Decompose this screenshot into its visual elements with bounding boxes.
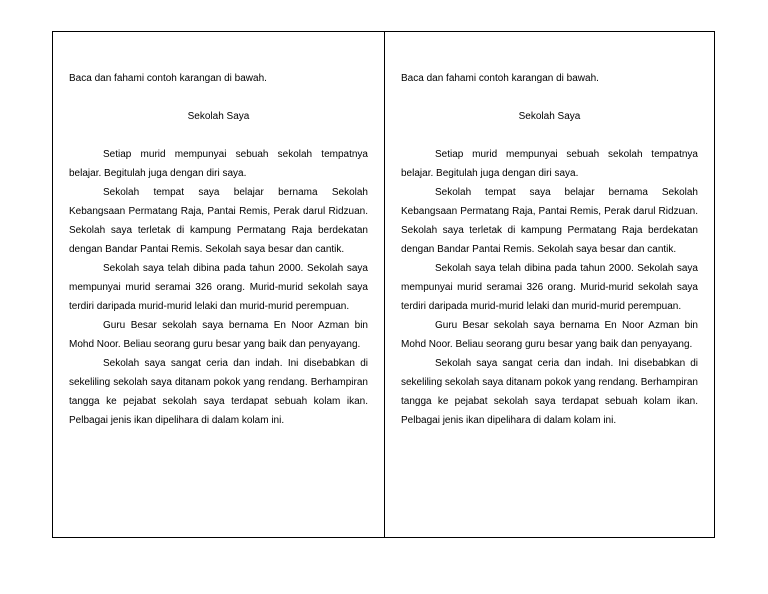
essay-paragraph: Sekolah tempat saya belajar bernama Sekolah Kebangsaan Permatang Raja, Pantai Remis, Perak darul Ridzuan. Sekolah saya terletak di kampung Permatang Raja berdekatan dengan Bandar Pantai Remis. Sekolah saya besar dan cantik. [69, 187, 368, 255]
essay-paragraph: Sekolah saya telah dibina pada tahun 2000. Sekolah saya mempunyai murid seramai 326 orang. Murid-murid sekolah saya terdiri daripada murid-murid lelaki dan murid-murid perempuan. [401, 263, 698, 312]
essay-paragraph: Sekolah saya sangat ceria dan indah. Ini disebabkan di sekeliling sekolah saya ditanam pokok yang rendang. Berhampiran tangga ke pejabat sekolah saya terdapat sebuah kolam ikan. Pelbagai jenis ikan dipelihara di dalam kolam ini. [401, 358, 698, 426]
right-column [384, 32, 714, 537]
instruction-text: Baca dan fahami contoh karangan di bawah. [69, 73, 267, 84]
essay-paragraph: Sekolah tempat saya belajar bernama Sekolah Kebangsaan Permatang Raja, Pantai Remis, Perak darul Ridzuan. Sekolah saya terletak di kampung Permatang Raja berdekatan dengan Bandar Pantai Remis. Sekolah saya besar dan cantik. [401, 187, 698, 255]
essay-paragraph: Setiap murid mempunyai sebuah sekolah tempatnya belajar. Begitulah juga dengan diri saya. [401, 149, 698, 179]
essay-paragraph: Setiap murid mempunyai sebuah sekolah tempatnya belajar. Begitulah juga dengan diri saya. [69, 149, 368, 179]
essay-paragraph: Sekolah saya sangat ceria dan indah. Ini disebabkan di sekeliling sekolah saya ditanam pokok yang rendang. Berhampiran tangga ke pejabat sekolah saya terdapat sebuah kolam ikan. Pelbagai jenis ikan dipelihara di dalam kolam ini. [69, 358, 368, 426]
essay-paragraph: Sekolah saya telah dibina pada tahun 2000. Sekolah saya mempunyai murid seramai 326 orang. Murid-murid sekolah saya terdiri daripada murid-murid lelaki dan murid-murid perempuan. [69, 263, 368, 312]
essay-title: Sekolah Saya [187, 111, 250, 122]
instruction-text: Baca dan fahami contoh karangan di bawah. [401, 73, 599, 84]
left-column [53, 32, 384, 537]
essay-paragraph: Guru Besar sekolah saya bernama En Noor Azman bin Mohd Noor. Beliau seorang guru besar yang baik dan penyayang. [401, 320, 698, 350]
essay-paragraph: Guru Besar sekolah saya bernama En Noor Azman bin Mohd Noor. Beliau seorang guru besar yang baik dan penyayang. [69, 320, 368, 350]
document-sheet [52, 31, 715, 538]
essay-title: Sekolah Saya [518, 111, 581, 122]
